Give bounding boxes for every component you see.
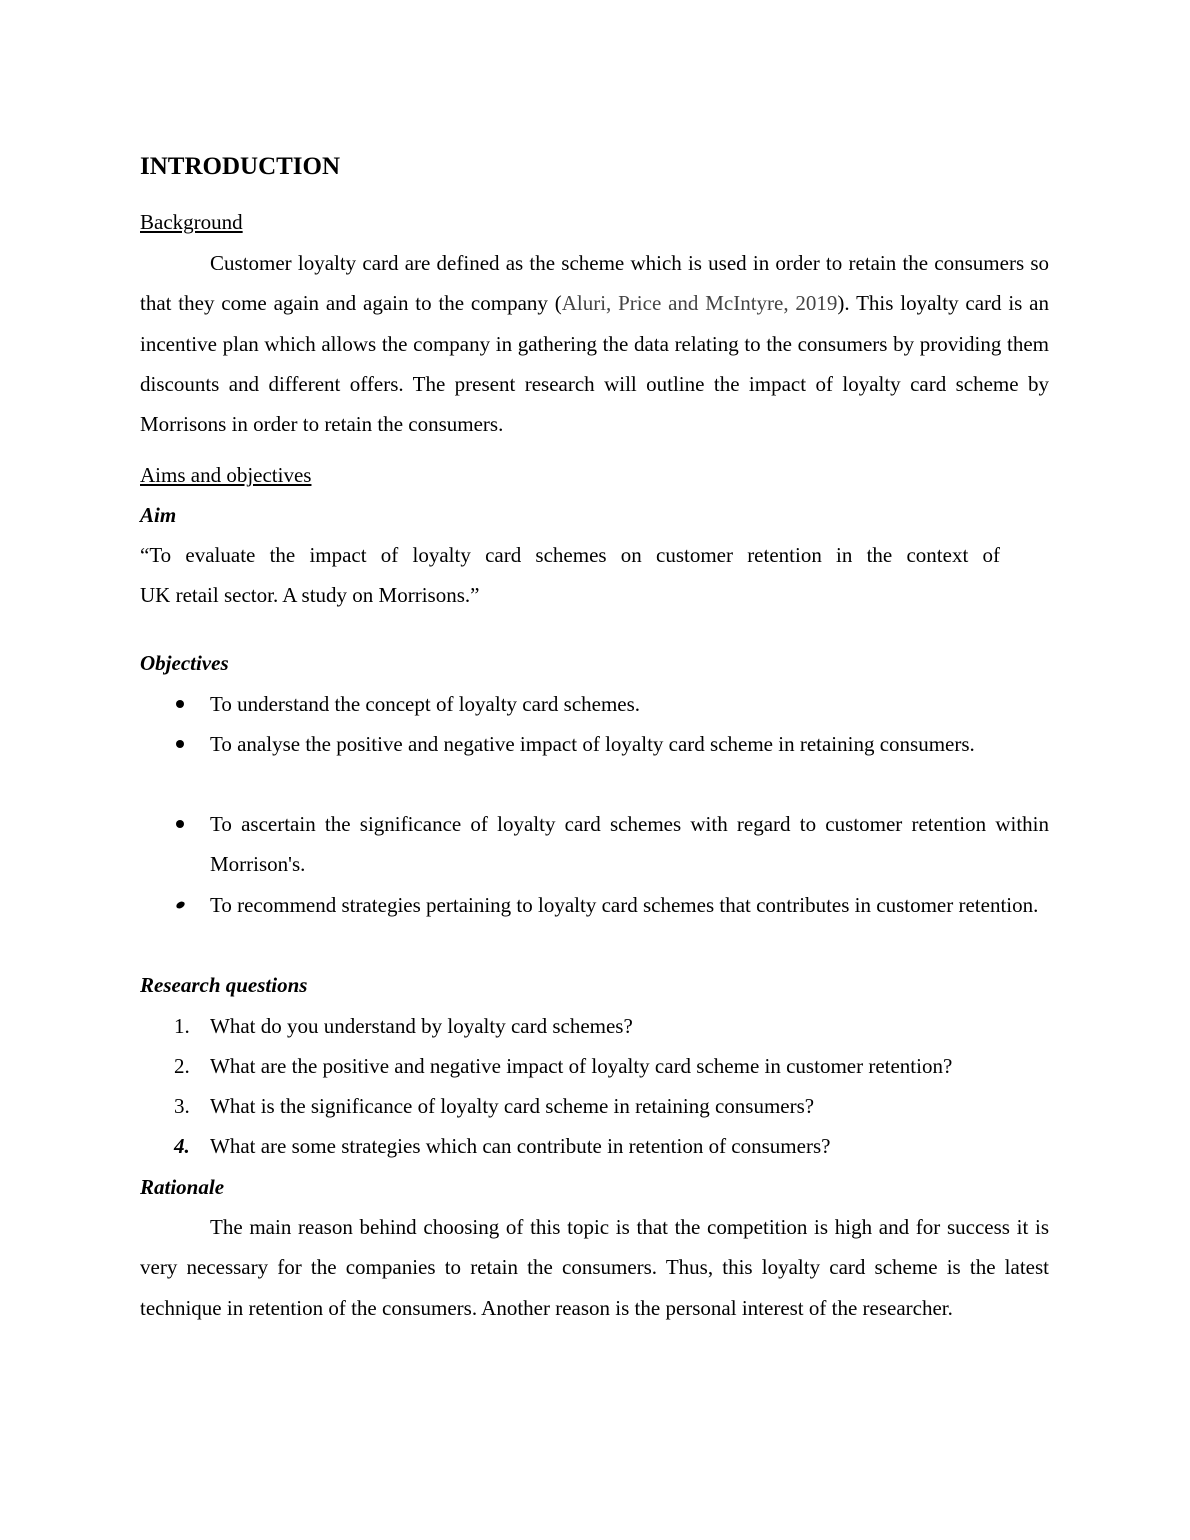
page-title: INTRODUCTION [140, 153, 341, 180]
objective-item [140, 885, 1049, 925]
objective-text: To recommend strategies pertaining to loyalty card schemes that contributes in customer retention. [210, 893, 1039, 917]
objective-text: To understand the concept of loyalty card schemes. [210, 692, 641, 716]
background-text-end: ). This loyalty card is an incentive plan which allows the company in gathering the data relating to the consumers by providing them discounts and different offers. The present research will outline the impact of loyalty card scheme by Morrisons in order to retain the consumers. [140, 291, 1049, 437]
objective-text: To analyse the positive and negative impact of loyalty card scheme in retaining consumers. [210, 732, 975, 756]
background-paragraph [140, 243, 1049, 444]
rationale-paragraph: The main reason behind choosing of this topic is that the competition is high and for success it is very necessary for the companies to retain the consumers. Thus, this loyalty card scheme is the latest technique in retention of the consumers. Another reason is the personal interest of the researcher. [140, 1215, 1049, 1320]
list-number: 3. [174, 1094, 190, 1118]
research-question-item [140, 1046, 1049, 1086]
research-question-text: What do you understand by loyalty card schemes? [210, 1014, 633, 1038]
objective-item [140, 684, 1049, 724]
citation-link[interactable]: Aluri, Price and McIntyre, 2019 [561, 291, 838, 316]
objectives-heading: Objectives [140, 651, 229, 675]
background-heading: Background [140, 210, 243, 234]
research-question-text: What are some strategies which can contribute in retention of consumers? [210, 1134, 831, 1158]
objective-item [140, 724, 1049, 764]
list-number: 2. [174, 1054, 190, 1078]
aim-statement-line-2: UK retail sector. A study on Morrisons.” [140, 583, 480, 607]
background-text-start: Customer loyalty card are defined as the scheme which is used in order to retain the consumers so that they come again and again to the company ( [140, 251, 1049, 316]
research-question-item [140, 1086, 1049, 1126]
document-page [140, 0, 1049, 1540]
research-questions-heading: Research questions [140, 973, 308, 997]
research-question-text: What is the significance of loyalty card scheme in retaining consumers? [210, 1094, 815, 1118]
research-question-item [140, 1126, 1049, 1166]
aim-statement [140, 535, 1000, 615]
objective-text: To ascertain the significance of loyalty card schemes with regard to customer retention within Morrison's. [210, 812, 1049, 877]
aim-heading: Aim [140, 503, 177, 527]
research-question-item [140, 1006, 1049, 1046]
rationale-heading: Rationale [140, 1175, 225, 1199]
list-number: 1. [174, 1014, 190, 1038]
aim-statement-line-1: “To evaluate the impact of loyalty card schemes on customer retention in the context of [140, 543, 1000, 567]
research-question-text: What are the positive and negative impact of loyalty card scheme in customer retention? [210, 1054, 953, 1078]
objective-item [140, 804, 1049, 885]
list-number: 4. [174, 1134, 190, 1158]
aims-objectives-heading: Aims and objectives [140, 463, 312, 487]
